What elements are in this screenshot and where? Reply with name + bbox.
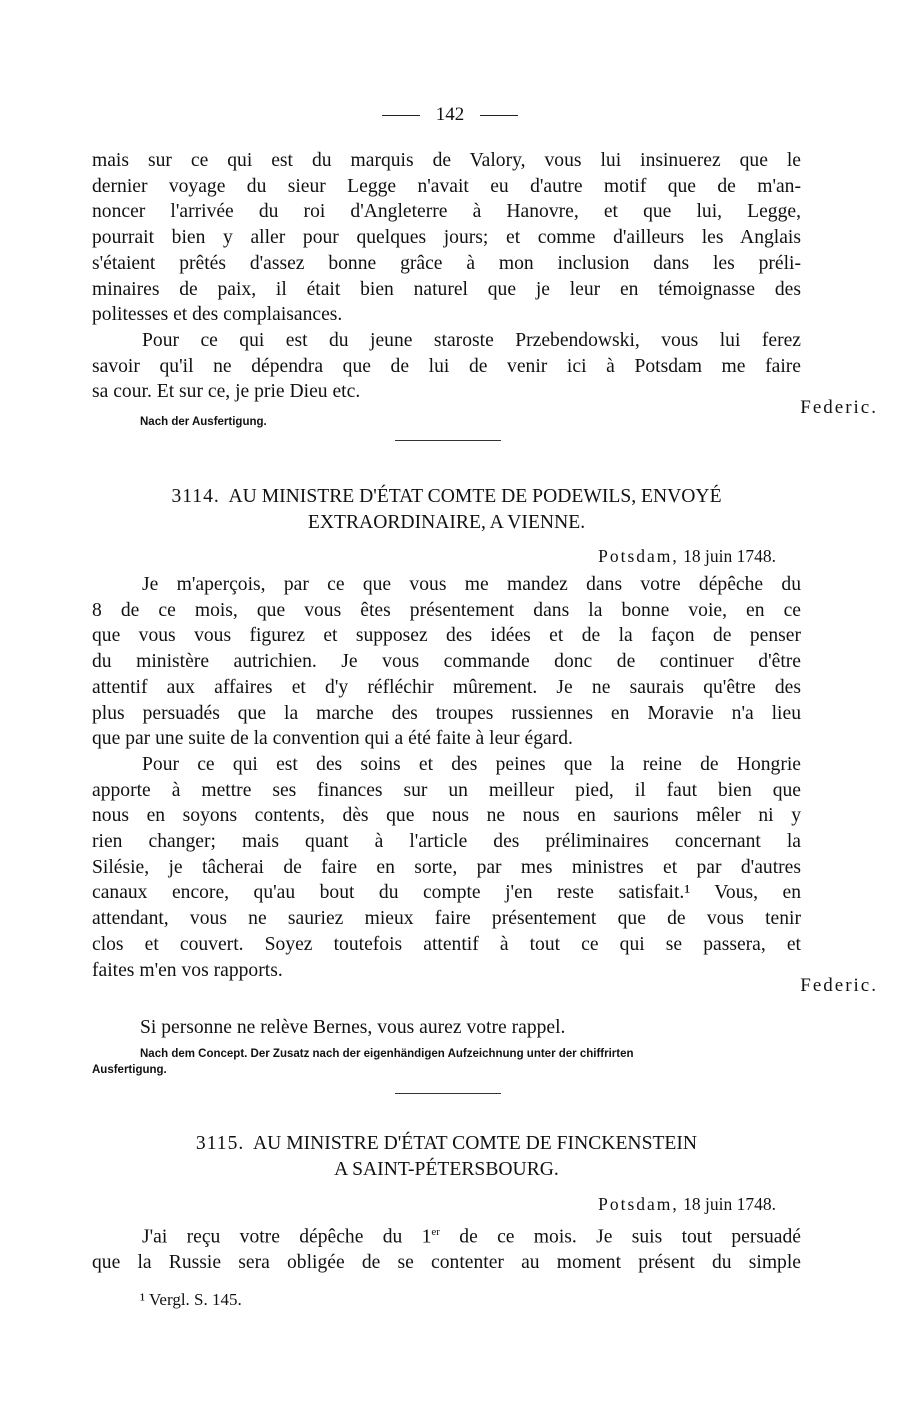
dateline-date: 18 juin 1748. xyxy=(683,1194,776,1214)
text-line: s'étaient prêtés d'assez bonne grâce à mon inclusion dans les préli- xyxy=(92,252,801,274)
text-line: que par une suite de la convention qui a été faite à leur égard. xyxy=(92,728,573,750)
letter-heading xyxy=(92,1131,801,1182)
text-line: minaires de paix, il était bien naturel que je leur en témoignasse des xyxy=(92,278,801,300)
text-line: sa cour. Et sur ce, je prie Dieu etc. xyxy=(92,381,361,403)
text-line: du ministère autrichien. Je vous commande donc de continuer d'être xyxy=(92,651,801,673)
dateline xyxy=(598,1194,776,1215)
source-note: Nach dem Concept. Der Zusatz nach der eigenhändigen Aufzeichnung unter der chiffrirten xyxy=(140,1048,634,1060)
text-line: clos et couvert. Soyez toutefois attentif à tout ce qui se passera, et xyxy=(92,933,801,955)
text-line: Pour ce qui est du jeune staroste Przebendowski, vous lui ferez xyxy=(142,329,801,351)
text-line: plus persuadés que la marche des troupes russiennes en Moravie n'a lieu xyxy=(92,702,801,724)
heading-text: AU MINISTRE D'ÉTAT COMTE DE FINCKENSTEIN xyxy=(253,1133,698,1154)
text-line: pourrait bien y aller pour quelques jours; et comme d'ailleurs les Anglais xyxy=(92,227,801,249)
letter-heading xyxy=(92,484,801,535)
prev-letter-text xyxy=(92,148,801,405)
section-divider xyxy=(395,440,501,441)
text-line: noncer l'arrivée du roi d'Angleterre à Hanovre, et que lui, Legge, xyxy=(92,201,801,223)
heading-line: EXTRAORDINAIRE, A VIENNE. xyxy=(307,511,586,533)
text-line: que vous vous figurez et supposez des idées et de la façon de penser xyxy=(92,625,801,647)
signature: Federic. xyxy=(800,397,878,418)
text-line: politesses et des complaisances. xyxy=(92,304,343,326)
letter-3115-text xyxy=(92,1220,801,1276)
source-note-cont: Ausfertigung. xyxy=(92,1064,167,1076)
text-line: Silésie, je tâcherai de faire en sorte, par mes ministres et par d'autres xyxy=(92,856,801,878)
dateline-place: Potsdam, xyxy=(598,546,679,566)
dateline-date: 18 juin 1748. xyxy=(683,546,776,566)
text-line xyxy=(92,1220,801,1250)
text-segment: de ce mois. Je suis tout persuadé xyxy=(439,1226,801,1248)
text-line: 8 de ce mois, que vous êtes présentement dans la bonne voie, en ce xyxy=(92,599,801,621)
text-line: rien changer; mais quant à l'article des préliminaires concernant la xyxy=(92,831,801,853)
footnote: ¹ Vergl. S. 145. xyxy=(140,1290,242,1309)
postscript: Si personne ne relève Bernes, vous aurez votre rappel. xyxy=(140,1017,566,1038)
heading-line xyxy=(92,484,801,510)
page-number-dash-left xyxy=(382,115,420,116)
text-line: dernier voyage du sieur Legge n'avait eu d'autre motif que de m'an- xyxy=(92,175,801,197)
page-number-dash-right xyxy=(480,115,518,116)
text-line: mais sur ce qui est du marquis de Valory, vous lui insinuerez que le xyxy=(92,150,801,171)
superscript: er xyxy=(431,1226,440,1238)
text-line: apporte à mettre ses finances sur un meilleur pied, il faut bien que xyxy=(92,779,801,801)
dateline-place: Potsdam, xyxy=(598,1194,679,1214)
section-divider xyxy=(395,1093,501,1094)
heading-line: A SAINT-PÉTERSBOURG. xyxy=(334,1158,559,1180)
source-note: Nach der Ausfertigung. xyxy=(140,416,267,428)
heading-text: AU MINISTRE D'ÉTAT COMTE DE PODEWILS, ENVOYÉ xyxy=(228,486,722,507)
text-line: savoir qu'il ne dépendra que de lui de venir ici à Potsdam me faire xyxy=(92,355,801,377)
text-line: Je m'aperçois, par ce que vous me mandez dans votre dépêche du xyxy=(142,574,801,595)
text-line: nous en soyons contents, dès que nous ne nous en saurions mêler ni y xyxy=(92,805,801,827)
text-segment: J'ai reçu votre dépêche du 1 xyxy=(142,1226,432,1248)
text-line: que la Russie sera obligée de se contenter au moment présent du simple xyxy=(92,1252,801,1274)
text-line: attendant, vous ne sauriez mieux faire présentement que de vous tenir xyxy=(92,908,801,930)
letter-3114-text xyxy=(92,572,801,983)
signature: Federic. xyxy=(800,975,878,996)
text-line: Pour ce qui est des soins et des peines que la reine de Hongrie xyxy=(142,753,801,775)
text-line: canaux encore, qu'au bout du compte j'en reste satisfait.¹ Vous, en xyxy=(92,882,801,904)
page-number xyxy=(0,104,900,126)
page-number-text: 142 xyxy=(435,104,465,125)
heading-line xyxy=(92,1131,801,1157)
letter-number: 3114. xyxy=(171,486,220,507)
dateline xyxy=(598,546,776,567)
letter-number: 3115. xyxy=(195,1133,245,1154)
text-line: attentif aux affaires et d'y réfléchir mûrement. Je ne saurais qu'être des xyxy=(92,676,801,698)
text-line: faites m'en vos rapports. xyxy=(92,959,283,981)
